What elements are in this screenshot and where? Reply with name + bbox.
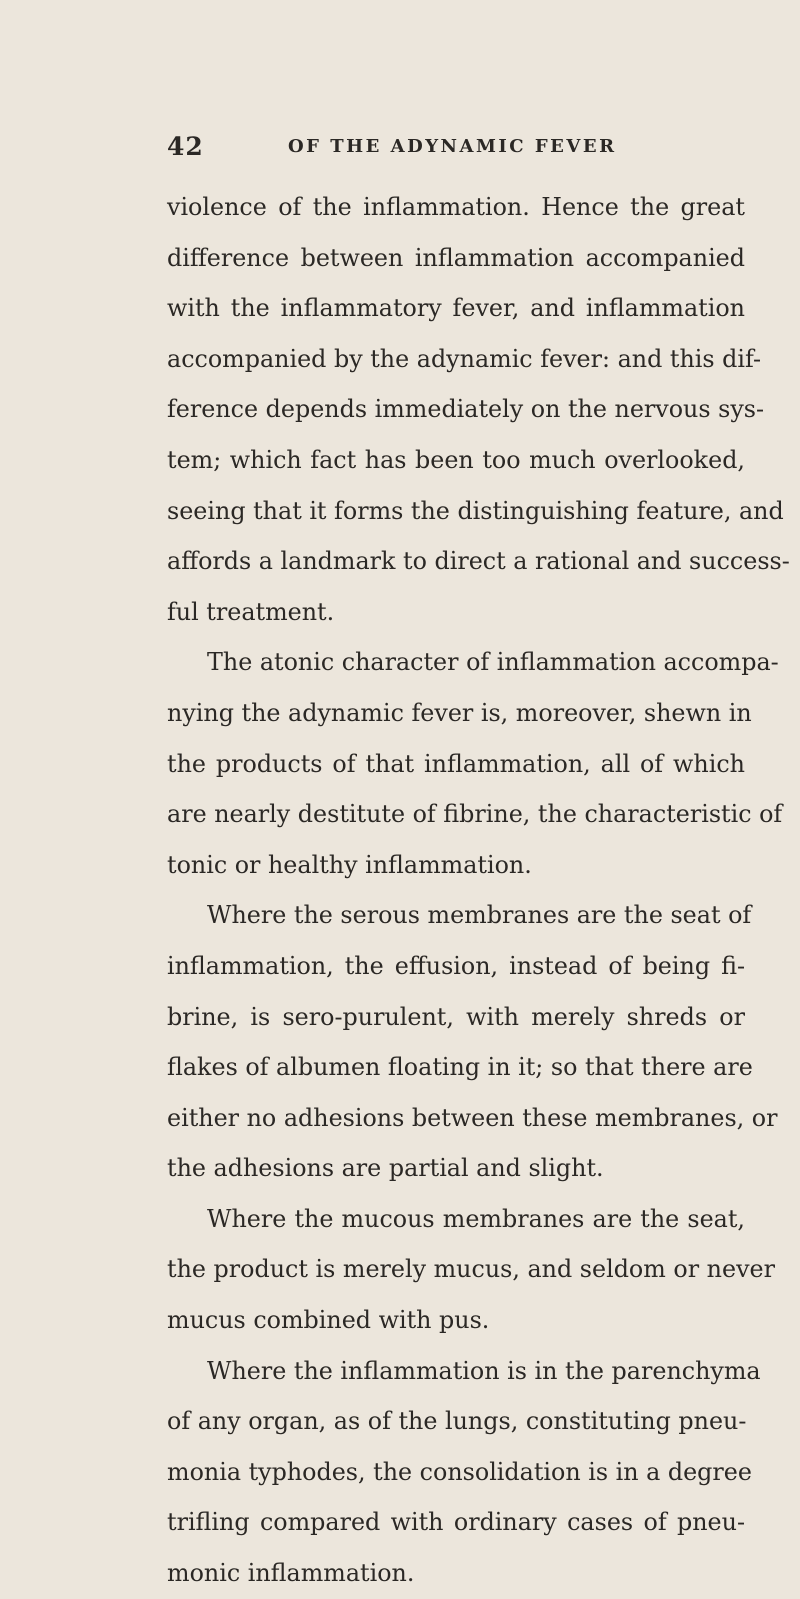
text-line: mucus combined with pus. (167, 1306, 490, 1335)
text-line: violence of the inflammation. Hence the great (167, 193, 745, 221)
running-head: OF THE ADYNAMIC FEVER (288, 136, 617, 157)
text-line: the products of that inflammation, all of which (167, 749, 745, 778)
paragraph (167, 1346, 761, 1599)
paragraph (167, 1194, 775, 1346)
text-line: ference depends immediately on the nervous sys- (167, 395, 765, 424)
text-line: are nearly destitute of fibrine, the characteristic of (167, 800, 783, 829)
text-line: nying the adynamic fever is, moreover, shewn in (167, 698, 752, 727)
text-line: The atonic character of inflammation accompa- (207, 648, 779, 677)
text-line: flakes of albumen floating in it; so that there are (167, 1053, 753, 1082)
text-line: brine, is sero-purulent, with merely shreds or (167, 1002, 745, 1031)
page-number: 42 (167, 132, 204, 161)
text-line: accompanied by the adynamic fever: and this dif- (167, 344, 762, 373)
text-line: difference between inflammation accompanied (167, 243, 745, 272)
paragraph (167, 637, 783, 890)
text-line: Where the inflammation is in the parenchyma (207, 1356, 761, 1385)
text-line: trifling compared with ordinary cases of pneu- (167, 1508, 745, 1537)
text-line: with the inflammatory fever, and inflammation (167, 294, 745, 323)
text-line: monic inflammation. (167, 1559, 415, 1588)
text-line: monia typhodes, the consolidation is in a degree (167, 1457, 752, 1486)
text-line: the adhesions are partial and slight. (167, 1154, 604, 1183)
text-line: ful treatment. (167, 597, 335, 626)
text-line: the product is merely mucus, and seldom or never (167, 1255, 775, 1284)
text-line: inflammation, the effusion, instead of being fi- (167, 951, 745, 980)
text-line: affords a landmark to direct a rational and success- (167, 547, 790, 576)
text-line: tonic or healthy inflammation. (167, 850, 532, 879)
text-line: seeing that it forms the distinguishing feature, and (167, 496, 784, 525)
paragraph (167, 890, 778, 1194)
text-line: of any organ, as of the lungs, constituting pneu- (167, 1407, 747, 1436)
text-line: either no adhesions between these membranes, or (167, 1103, 778, 1132)
body-text (167, 182, 790, 1599)
page-header (167, 132, 747, 172)
text-line: tem; which fact has been too much overlooked, (167, 445, 745, 474)
text-line: Where the serous membranes are the seat of (207, 901, 752, 930)
paragraph (167, 182, 790, 637)
text-line: Where the mucous membranes are the seat, (207, 1204, 745, 1233)
